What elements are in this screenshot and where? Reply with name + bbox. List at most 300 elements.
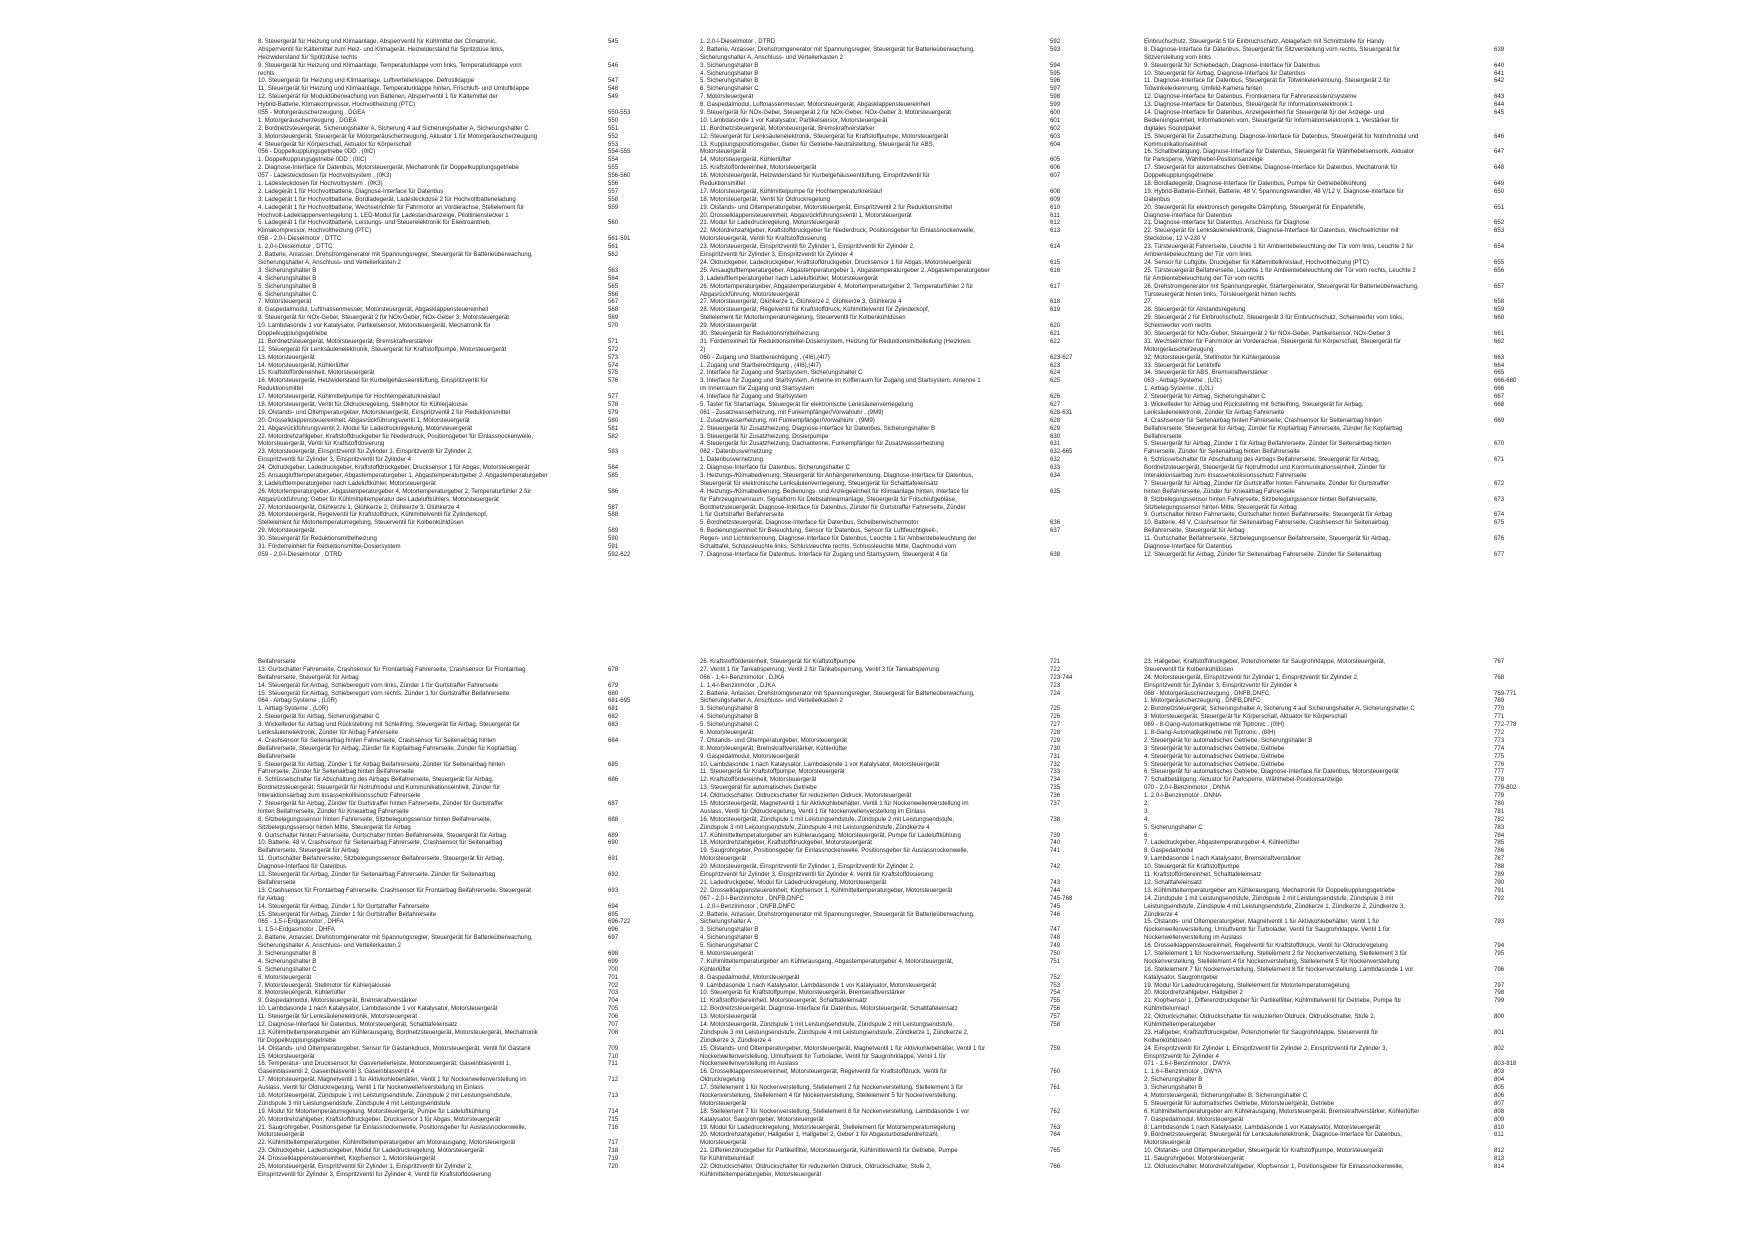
- entry-text: 1. 2,0-l-Benzinmotor , DNFB,DNFC: [700, 902, 796, 910]
- index-entry: [1144, 1139, 1534, 1147]
- entry-page-number: 726: [1050, 713, 1061, 721]
- entry-text: 9. Gurtschalter hinten Fahrerseite, Gurtschalter hinten Beifahrerseite, Steuergerät für Airbag: [1144, 511, 1392, 519]
- entry-page-number: 806: [1494, 1091, 1505, 1099]
- entry-text: 3. Sicherungshalter B: [258, 266, 317, 274]
- entry-page-number: 779-802: [1494, 784, 1517, 792]
- entry-page-number: [1494, 346, 1534, 354]
- entry-page-number: 568: [608, 306, 619, 314]
- index-entry: [700, 745, 1090, 753]
- entry-page-number: 651: [1494, 203, 1505, 211]
- entry-text: 7. Steuergerät für Airbag, Zünder für Gurtstraffer hinten Fahrerseite, Zünder für Gurtstraffer: [1144, 479, 1389, 487]
- entry-text: hinten Beifahrerseite, Zünder für Knieairbag Fahrerseite: [1144, 487, 1295, 495]
- entry-page-number: [608, 729, 648, 737]
- entry-page-number: 653: [1494, 227, 1505, 235]
- entry-text: 25. Motorsteuergerät, Einspritzventil für Zylinder 1, Einspritzventil für Zylinder 2,: [258, 1163, 473, 1170]
- index-entry: [258, 417, 648, 425]
- entry-page-number: [1494, 38, 1534, 46]
- entry-page-number: 592: [1050, 38, 1061, 45]
- entry-page-number: 554: [608, 156, 619, 164]
- index-column-top-right: [1144, 38, 1534, 559]
- index-entry: [700, 70, 1090, 78]
- index-entry: [1144, 1116, 1534, 1124]
- index-entry: [1144, 440, 1534, 448]
- index-entry: [700, 1005, 1090, 1013]
- entry-page-number: 588: [608, 511, 619, 519]
- entry-text: Reduktionsmittel: [700, 180, 746, 188]
- index-entry: [1144, 46, 1534, 54]
- index-column-bottom-right: [1144, 658, 1534, 1171]
- entry-page-number: 748: [1050, 934, 1061, 942]
- entry-text: 070 - 2,0-l-Benzinmotor , DNNA: [1144, 784, 1231, 792]
- entry-page-number: 613: [1050, 227, 1061, 235]
- entry-text: 4. Motorsteuergerät, Sicherungshalter B, Sicherungshalter C: [1144, 1091, 1308, 1099]
- index-entry: [258, 259, 648, 267]
- index-entry: [700, 148, 1090, 156]
- entry-page-number: 797: [1494, 981, 1505, 989]
- index-entry: [1144, 697, 1534, 705]
- index-entry: [1144, 855, 1534, 863]
- entry-page-number: 734: [1050, 776, 1061, 784]
- index-entry: [1144, 824, 1534, 832]
- entry-page-number: [1050, 918, 1090, 926]
- entry-page-number: 799: [1494, 997, 1505, 1005]
- index-entry: [258, 1005, 648, 1013]
- entry-page-number: 560: [608, 219, 619, 227]
- index-entry: [258, 551, 648, 559]
- index-entry: [258, 1155, 648, 1163]
- entry-page-number: 773: [1494, 736, 1505, 744]
- entry-page-number: 725: [1050, 705, 1061, 713]
- index-entry: [1144, 958, 1534, 966]
- entry-text: 17. Steuergerät für automatisches Getriebe, Diagnose-Interface für Datenbus, Mechatronik für: [1144, 164, 1398, 172]
- index-entry: [700, 997, 1090, 1005]
- entry-text: Klimakompressor, Hochvoltheizung (PTC): [258, 227, 372, 235]
- entry-text: 10. Steuergerät für Kraftstoffpumpe: [1144, 863, 1240, 871]
- entry-text: 20. Motordrehzahlgeber, Hallgeber 2: [1144, 989, 1243, 997]
- entry-page-number: [1050, 543, 1090, 551]
- entry-page-number: 711: [608, 1060, 618, 1068]
- entry-text: 26. Motortemperaturgeber, Abgastemperaturgeber 4, Motortemperaturgeber 2, Temperaturfühler 2 für: [258, 487, 532, 495]
- entry-text: 6. Motorsteuergerät: [700, 729, 754, 737]
- entry-page-number: 622: [1050, 337, 1061, 345]
- entry-text: Kühlmittelumlauf: [1144, 1005, 1190, 1013]
- entry-text: 23. Öldruckgeber, Ladedruckgeber, Modul für Ladedruckregelung, Motorsteuergerät: [258, 1147, 484, 1155]
- entry-text: 11. Diagnose-Interface für Datenbus, Steuergerät für Totwinkelerkennung, Steuergerät 2 für: [1144, 77, 1391, 85]
- entry-page-number: 714: [608, 1107, 619, 1115]
- entry-page-number: 699: [608, 957, 619, 965]
- entry-text: 21. Diagnose-Interface für Datenbus, Anschluss für Diagnose: [1144, 219, 1310, 227]
- entry-page-number: [1050, 966, 1090, 974]
- index-entry: [700, 737, 1090, 745]
- index-entry: [1144, 1108, 1534, 1116]
- entry-text: Kühlerlüfter: [700, 965, 732, 973]
- entry-text: Motorsteuergerät: [700, 1139, 747, 1147]
- entry-text: 23. Hallgeber, Kraftstoffdruckgeber, Potenziometer für Saugrohrklappe, Motorsteuergerät,: [1144, 658, 1386, 665]
- index-entry: [258, 125, 648, 133]
- index-entry: [258, 682, 648, 690]
- entry-page-number: 722: [1050, 665, 1061, 673]
- entry-page-number: 775: [1494, 752, 1505, 760]
- entry-page-number: 771: [1494, 713, 1505, 721]
- index-entry: [258, 855, 648, 863]
- index-entry: [700, 46, 1090, 54]
- entry-page-number: 657: [1494, 282, 1505, 290]
- entry-page-number: [608, 1084, 648, 1092]
- entry-text: 9. Steuergerät für Schiebedach, Diagnose-Interface für Datenbus: [1144, 61, 1320, 69]
- index-entry: [700, 966, 1090, 974]
- entry-page-number: 574: [608, 361, 619, 369]
- entry-text: 2. Batterie, Anlasser, Drehstromgenerator mit Spannungsregler, Steuergerät für Batterieüberwachung,: [258, 934, 533, 942]
- entry-page-number: 604: [1050, 140, 1061, 148]
- entry-text: 18. Stellelement 7 für Nockenverstellung, Stellelement 8 für Nockenverstellung, Lambdasonde 1 vor: [1144, 965, 1414, 973]
- index-entry: [258, 148, 648, 156]
- entry-text: 10. Lambdasonde 1 vor Katalysator, Partikelsensor, Motorsteuergerät, Mechatronik für: [258, 322, 491, 330]
- entry-page-number: 563: [608, 266, 619, 274]
- entry-text: 18. Motordrehzahlgeber, Kraftstoffdruckgeber, Motorsteuergerät: [700, 839, 872, 847]
- entry-page-number: [608, 70, 648, 78]
- entry-text: 11. Bordnetzsteuergerät, Motorsteuergerät, Bremskraftverstärker: [258, 337, 433, 345]
- index-entry: [1144, 839, 1534, 847]
- entry-page-number: [608, 879, 648, 887]
- entry-page-number: 745: [1050, 902, 1061, 910]
- entry-text: 3. Steuergerät für automatisches Getriebe, Getriebe: [1144, 744, 1285, 752]
- entry-page-number: 668: [1494, 400, 1505, 408]
- entry-page-number: 805: [1494, 1084, 1505, 1092]
- entry-text: 13. Kühlmitteltemperaturgeber am Kühlerausgang, Bordnetzsteuergerät, Motorsteuergerät, Mechatronik: [258, 1028, 538, 1036]
- entry-text: 2. Bordnetzsteuergerät, Sicherungshalter A, Sicherung 4 auf Sicherungshalter A, Sicherungshalter C: [258, 124, 529, 132]
- entry-text: 28. Motorsteuergerät, Regelventil für Kraftstoffdruck, Kühlmittelventil für Zylinderkopf,: [258, 511, 488, 519]
- entry-text: Beifahrerseite, Steuergerät für Airbag: [1144, 527, 1245, 535]
- entry-page-number: 758: [1050, 1020, 1061, 1028]
- entry-text: 2. Batterie, Anlasser, Drehstromgenerator mit Spannungsregler, Steuergerät für Batterieüberwachung,: [700, 689, 975, 697]
- entry-page-number: 658: [1494, 298, 1505, 306]
- index-entry: [258, 1171, 648, 1179]
- entry-text: 5. Sicherungshalter B: [258, 282, 317, 290]
- index-entry: [258, 745, 648, 753]
- entry-text: 3. Wickelfeder für Airbag und Rückstellring mit Schleifring, Steuergerät für Airbag, Steuergerät für: [258, 721, 520, 729]
- entry-page-number: 753: [1050, 981, 1061, 989]
- entry-text: 10. Steuergerät für Kraftstoffpumpe, Motorsteuergerät, Bremskraftverstärker: [700, 989, 906, 997]
- entry-text: 9. Steuergerät für NOx-Geber, Steuergerät 2 für NOx-Geber, NOx-Geber 3, Motorsteuergerät: [258, 314, 509, 322]
- entry-page-number: 741: [1050, 847, 1061, 855]
- entry-page-number: 781: [1494, 807, 1505, 815]
- index-entry: [1144, 863, 1534, 871]
- entry-page-number: 602: [1050, 124, 1061, 132]
- entry-page-number: 624: [1050, 369, 1061, 377]
- entry-page-number: [1494, 322, 1534, 330]
- entry-page-number: [1050, 855, 1090, 863]
- index-entry: [700, 911, 1090, 919]
- index-entry: [700, 1100, 1090, 1108]
- entry-text: Sicherungshalter A, Anschluss- und Verteilerkasten 2: [700, 697, 843, 705]
- entry-text: 5. Sicherungshalter C: [700, 942, 759, 950]
- entry-page-number: 801: [1494, 1028, 1505, 1036]
- entry-text: 1. 2,0-l-Dieselmotor , DTTC: [258, 243, 333, 251]
- entry-text: 2. Steuergerät für Zusatzheizung, Diagnose-Interface für Datenbus, Sicherungshalter B: [700, 424, 936, 432]
- entry-page-number: 802: [1494, 1044, 1505, 1052]
- entry-text: Einspritzventil für Zylinder 3, Einspritzventil für Zylinder 4: [1144, 681, 1298, 689]
- index-entry: [1144, 926, 1534, 934]
- index-entry: [258, 1045, 648, 1053]
- index-entry: [700, 354, 1090, 362]
- entry-text: 12. Kraftstoffördereinheit, Motorsteuergerät: [700, 776, 817, 784]
- index-entry: [1144, 527, 1534, 535]
- index-entry: [1144, 792, 1534, 800]
- entry-page-number: [1050, 180, 1090, 188]
- index-entry: [1144, 1092, 1534, 1100]
- entry-page-number: [1050, 385, 1090, 393]
- entry-page-number: 552: [608, 132, 619, 140]
- entry-page-number: 671: [1494, 456, 1505, 464]
- entry-text: Einbruchschutz, Steuergerät 5 für Einbruchschutz, Ablagefach mit Schnittstelle für Handy: [1144, 38, 1385, 45]
- entry-text: 5. Taster für Startanlage, Steuergerät für elektronische Lenksäulenverriegelung: [700, 400, 913, 408]
- index-entry: [258, 243, 648, 251]
- entry-page-number: 778: [1494, 776, 1505, 784]
- entry-text: 30. Steuergerät für NOx-Geber, Steuergerät 2 für NOx-Geber, Partikelsensor, NOx-Geber 3: [1144, 329, 1391, 337]
- entry-text: 7. Kühlmitteltemperaturgeber am Kühlerausgang, Abgastemperaturgeber 4, Motorsteuergerät,: [700, 957, 954, 965]
- index-entry: [1144, 156, 1534, 164]
- index-entry: [700, 535, 1090, 543]
- entry-page-number: [1494, 1053, 1534, 1061]
- entry-page-number: 763: [1050, 1123, 1061, 1131]
- index-entry: [258, 70, 648, 78]
- entry-page-number: [608, 259, 648, 267]
- index-entry: [1144, 705, 1534, 713]
- index-entry: [700, 1045, 1090, 1053]
- index-entry: [1144, 125, 1534, 133]
- index-entry: [1144, 1131, 1534, 1139]
- index-entry: [258, 385, 648, 393]
- index-entry: [700, 401, 1090, 409]
- entry-text: 17. Kühlmitteltemperaturgeber am Kühlerausgang, Motorsteuergerät, Pumpe für Ladeluftkühlung: [700, 831, 961, 839]
- entry-page-number: 565: [608, 282, 619, 290]
- entry-page-number: 750: [1050, 949, 1061, 957]
- entry-page-number: 690: [608, 839, 619, 847]
- index-entry: [1144, 283, 1534, 291]
- index-entry: [1144, 101, 1534, 109]
- entry-page-number: 598: [1050, 93, 1061, 101]
- entry-page-number: 609: [1050, 195, 1061, 203]
- entry-page-number: 580: [608, 416, 619, 424]
- entry-text: 16. Motorsteuergerät, Heizwiderstand für Kurbelgehäuseentlüftung, Einspritzventil für: [258, 377, 488, 385]
- entry-page-number: 751: [1050, 957, 1061, 965]
- entry-page-number: 724: [1050, 689, 1061, 697]
- entry-page-number: 555: [608, 164, 619, 172]
- entry-page-number: [608, 440, 648, 448]
- index-entry: [1144, 291, 1534, 299]
- entry-page-number: 625: [1050, 377, 1061, 385]
- entry-text: Reduktionsmittel: [258, 385, 304, 393]
- entry-text: 24. Drosselklappensteuereinheit, Klopfsensor 1, Motorsteuergerät: [258, 1155, 436, 1163]
- entry-text: hinten Beifahrerseite, Zünder für Knieairbag Fahrerseite: [258, 807, 409, 815]
- index-entry: [258, 117, 648, 125]
- entry-text: Datenbus: [1144, 195, 1171, 203]
- entry-text: 9. Steuergerät für NOx-Geber, Steuergerät 2 für NOx-Geber, NOx-Geber 3, Motorsteuergerät: [700, 109, 951, 117]
- entry-page-number: 707: [608, 1020, 619, 1028]
- index-entry: [258, 974, 648, 982]
- index-entry: [700, 283, 1090, 291]
- entry-text: Sicherungshalter A, Anschluss- und Verteilerkasten 2: [258, 258, 401, 266]
- entry-page-number: 617: [1050, 282, 1061, 290]
- index-entry: [700, 511, 1090, 519]
- entry-text: 10. Steuergerät für Airbag, Diagnose-Interface für Datenbus: [1144, 69, 1306, 77]
- entry-text: 8. Sitzbelegungssensor hinten Fahrerseite, Sitzbelegungssensor hinten Beifahrerseite,: [258, 815, 492, 823]
- entry-page-number: 585: [608, 471, 619, 479]
- entry-page-number: [1494, 543, 1534, 551]
- entry-text: Sitzbelegungssensor hinten Mitte, Steuergerät für Airbag: [1144, 503, 1297, 511]
- entry-page-number: [1494, 251, 1534, 259]
- index-entry: [258, 839, 648, 847]
- entry-text: 1. Zusatzwasserheizung, mit Funkempfänger/Vorwahluhr , (9M9): [700, 416, 875, 424]
- entry-page-number: 661: [1494, 329, 1505, 337]
- entry-text: 29. Steuergerät 2 für Einbruchschutz, Steuergerät 3 für Einbruchschutz, Scheinwerfer vorn links,: [1144, 314, 1404, 322]
- index-entry: [258, 1163, 648, 1171]
- index-entry: [700, 543, 1090, 551]
- index-entry: [1144, 180, 1534, 188]
- index-entry: [700, 93, 1090, 101]
- entry-page-number: 590: [608, 535, 619, 543]
- entry-text: 14. Ölstands- und Öltemperaturgeber, Sensor für Gastankdruck, Motorsteuergerät, Ventil für Gastank: [258, 1044, 531, 1052]
- entry-page-number: 685: [608, 760, 619, 768]
- index-entry: [1144, 690, 1534, 698]
- index-entry: [700, 1029, 1090, 1037]
- entry-text: 16. Motorsteuergerät, Zündspule 1 mit Leistungsendstufe, Zündspule 2 mit Leistungsendstufe,: [700, 815, 955, 823]
- entry-text: 22. Öldruckschalter, Öldruckschalter für reduzierten Öldruck, Öldruckschalter, Stufe 2,: [1144, 1013, 1376, 1021]
- index-entry: [1144, 666, 1534, 674]
- index-entry: [700, 117, 1090, 125]
- entry-page-number: 793: [1494, 918, 1505, 926]
- index-entry: [700, 330, 1090, 338]
- index-entry: [700, 54, 1090, 62]
- entry-page-number: [1494, 433, 1534, 441]
- index-entry: [1144, 464, 1534, 472]
- index-entry: [258, 464, 648, 472]
- index-entry: [700, 393, 1090, 401]
- entry-page-number: [1494, 156, 1534, 164]
- entry-text: 2. Interface für Zugang und Startsystem, Sicherungshalter C: [700, 369, 863, 377]
- entry-page-number: 772: [1494, 729, 1505, 737]
- entry-page-number: 647: [1494, 148, 1505, 156]
- entry-page-number: 677: [1494, 550, 1505, 558]
- entry-page-number: [608, 745, 648, 753]
- entry-page-number: [1050, 808, 1090, 816]
- entry-text: für Parksperre, Wählhebel-Positionsanzeige: [1144, 156, 1263, 164]
- index-entry: [1144, 148, 1534, 156]
- entry-text: Kommunikationseinheit: [1144, 140, 1208, 148]
- index-entry: [1144, 338, 1534, 346]
- entry-page-number: 696: [608, 926, 619, 934]
- entry-text: 21. Ladedruckgeber, Modul für Ladedruckregelung, Motorsteuergerät: [700, 878, 887, 886]
- entry-page-number: 562: [608, 251, 619, 259]
- index-column-top-middle: [700, 38, 1090, 559]
- entry-page-number: 572: [608, 345, 619, 353]
- entry-text: Beifahrerseite: [1144, 432, 1182, 440]
- entry-text: Lenksäulenelektronik, Zünder für Airbag Fahrerseite: [258, 729, 399, 737]
- index-entry: [258, 54, 648, 62]
- index-entry: [1144, 362, 1534, 370]
- entry-text: 1. 1,6-l-Benzinmotor , DWYA: [1144, 1068, 1222, 1076]
- index-entry: [258, 101, 648, 109]
- entry-page-number: 687: [608, 800, 619, 808]
- entry-text: 28. Steuergerät für Abstandsregelung: [1144, 306, 1246, 314]
- entry-page-number: 639: [1494, 45, 1505, 53]
- index-entry: [1144, 369, 1534, 377]
- index-entry: [700, 527, 1090, 535]
- entry-text: 8. Gaspedalmodul, Luftmassenmesser, Motorsteuergerät, Abgasklappensteuereinheit: [258, 306, 489, 314]
- entry-page-number: 682: [608, 713, 619, 721]
- entry-text: 20. Drosselklappensteuereinheit, Abgasrückführungsventil 1, Motorsteuergerät: [700, 211, 912, 219]
- entry-page-number: 683: [608, 721, 619, 729]
- entry-text: 8. Gaspedalmodul, Motorsteuergerät: [700, 973, 800, 981]
- entry-page-number: [608, 1100, 648, 1108]
- entry-page-number: 765: [1050, 1147, 1061, 1155]
- entry-page-number: 606: [1050, 164, 1061, 172]
- index-entry: [1144, 816, 1534, 824]
- entry-page-number: 811: [1494, 1131, 1504, 1139]
- entry-text: Motorsteuergerät: [258, 1131, 305, 1139]
- entry-page-number: 757: [1050, 1013, 1061, 1021]
- entry-page-number: 575: [608, 369, 619, 377]
- entry-page-number: [1494, 235, 1534, 243]
- entry-text: 071 - 1,6-l-Benzinmotor , DWYA: [1144, 1060, 1231, 1068]
- index-entry: [258, 966, 648, 974]
- entry-text: 21. Modul für Ladedruckregelung, Motorsteuergerät: [700, 219, 840, 227]
- entry-text: 055 - Motorgeräuscherzeugung , DGEA: [258, 109, 366, 117]
- entry-page-number: 641: [1494, 69, 1505, 77]
- entry-page-number: 785: [1494, 839, 1505, 847]
- index-entry: [700, 989, 1090, 997]
- index-entry: [1144, 425, 1534, 433]
- index-entry: [258, 1029, 648, 1037]
- index-entry: [700, 1147, 1090, 1155]
- entry-text: Einspritzventil für Zylinder 3, Einspritzventil für Zylinder 4: [700, 251, 854, 259]
- index-entry: [258, 62, 648, 70]
- entry-page-number: 804: [1494, 1076, 1505, 1084]
- index-entry: [700, 227, 1090, 235]
- entry-text: 29. Motorsteuergerät: [258, 527, 315, 535]
- index-entry: [258, 338, 648, 346]
- index-entry: [258, 306, 648, 314]
- entry-page-number: 782: [1494, 815, 1505, 823]
- entry-page-number: 561: [608, 243, 619, 251]
- entry-page-number: 676: [1494, 535, 1505, 543]
- entry-text: Zündkerze 3, Zündkerze 4: [700, 1036, 772, 1044]
- entry-text: 4. Interface für Zugang und Startsystem: [700, 393, 808, 401]
- index-entry: [258, 989, 648, 997]
- entry-text: 4. Heizungs-/Klimabedienung, Bedienungs- und Anzeigeeinheit für Klimaanlage hinten, Interface für: [700, 487, 969, 495]
- index-entry: [1144, 448, 1534, 456]
- entry-page-number: 789: [1494, 871, 1505, 879]
- index-entry: [258, 737, 648, 745]
- entry-page-number: 790: [1494, 878, 1505, 886]
- index-entry: [700, 362, 1090, 370]
- index-entry: [1144, 808, 1534, 816]
- index-entry: [1144, 674, 1534, 682]
- entry-page-number: 581: [608, 424, 619, 432]
- entry-text: Motorsteuergerät: [1144, 1139, 1191, 1147]
- entry-page-number: 646: [1494, 132, 1505, 140]
- entry-page-number: [1494, 117, 1534, 125]
- index-entry: [1144, 1021, 1534, 1029]
- index-entry: [700, 385, 1090, 393]
- entry-page-number: 695: [608, 910, 619, 918]
- entry-text: 6.: [1144, 831, 1150, 839]
- entry-text: 4. Sicherungshalter B: [258, 274, 317, 282]
- entry-page-number: 702: [608, 981, 619, 989]
- entry-text: Diagnose-Interface für Datenbus: [1144, 543, 1233, 550]
- index-entry: [258, 133, 648, 141]
- entry-text: 13. Diagnose-Interface für Datenbus, Steuergerät für Informationselektronik 1: [1144, 101, 1353, 109]
